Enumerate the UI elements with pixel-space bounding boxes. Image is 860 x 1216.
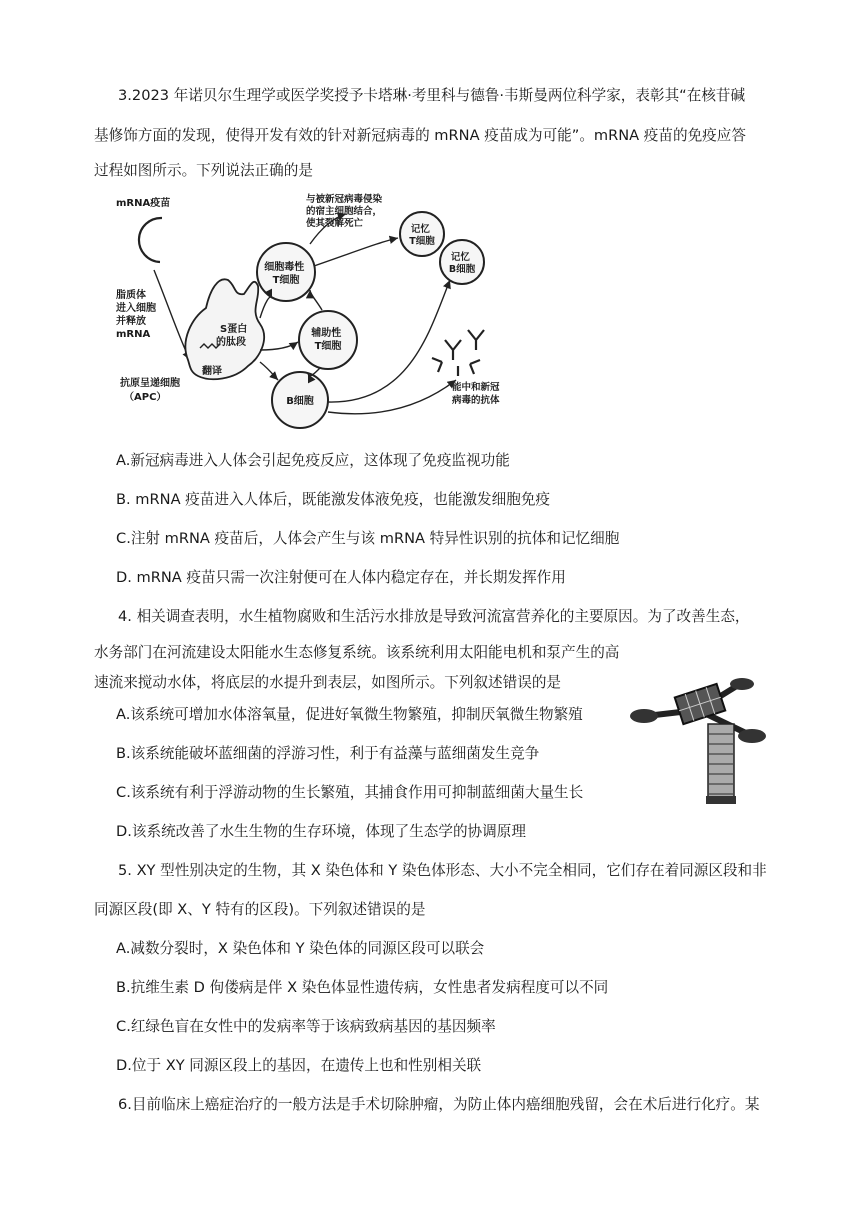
q3-option-b: B. mRNA 疫苗进入人体后，既能激发体液免疫，也能激发细胞免疫 [116, 491, 551, 508]
translate-label: 翻译 [202, 366, 222, 377]
mrna-vaccine-immune-diagram [110, 190, 570, 430]
helper-t-cell [299, 311, 357, 369]
memory-b-label-2: B细胞 [448, 264, 476, 275]
s-protein-label-2: 的肽段 [216, 337, 246, 348]
q5-stem-line1: 5. XY 型性别决定的生物，其 X 染色体和 Y 染色体形态、大小不完全相同，它们存在着同源区段和非 [118, 862, 767, 879]
liposome-label-4: mRNA [116, 329, 151, 340]
svg-text:抗原呈递细胞 （APC） [120, 376, 183, 403]
liposome-label-1: 脂质体 [116, 290, 146, 301]
memory-t-label-2: T细胞 [409, 236, 435, 247]
b-cell-label: B细胞 [286, 396, 314, 407]
q5-option-a: A.减数分裂时，X 染色体和 Y 染色体的同源区段可以联会 [116, 940, 485, 957]
q3-stem-line3: 过程如图所示。下列说法正确的是 [94, 162, 313, 179]
q4-option-a: A.该系统可增加水体溶氧量，促进好氧微生物繁殖，抑制厌氧微生物繁殖 [116, 706, 583, 723]
q5-option-b: B.抗维生素 D 佝偻病是伴 X 染色体显性遗传病，女性患者发病程度可以不同 [116, 979, 609, 996]
antibody-note-1: 能中和新冠 [452, 382, 500, 393]
q4-stem-line2: 水务部门在河流建设太阳能水生态修复系统。该系统利用太阳能电机和泵产生的高 [94, 644, 620, 661]
q5-stem-line2: 同源区段(即 X、Y 特有的区段)。下列叙述错误的是 [94, 901, 426, 918]
liposome-label-2: 进入细胞 [116, 303, 156, 314]
kill-note-3: 使其裂解死亡 [306, 218, 364, 229]
q5-option-d: D.位于 XY 同源区段上的基因，在遗传上也和性别相关联 [116, 1057, 482, 1074]
kill-note-2: 的宿主细胞结合， [306, 206, 383, 217]
liposome-label-3: 并释放 [116, 316, 146, 327]
svg-text:能中和新冠 病毒的抗体 [451, 381, 503, 406]
antibody-note-2: 病毒的抗体 [452, 395, 500, 406]
q4-stem-line3: 速流来搅动水体，将底层的水提升到表层，如图所示。下列叙述错误的是 [94, 674, 562, 691]
q5-option-c: C.红绿色盲在女性中的发病率等于该病致病基因的基因频率 [116, 1018, 496, 1035]
antibody-icon [432, 330, 484, 376]
svg-text:与被新冠病毒侵染 的宿主细胞结合， 使其裂解 [306, 193, 385, 229]
q6-stem-line1: 6.目前临床上癌症治疗的一般方法是手术切除肿瘤，为防止体内癌细胞残留，会在术后进行化疗。某 [118, 1096, 760, 1113]
q4-option-d: D.该系统改善了水生生物的生存环境，体现了生态学的协调原理 [116, 823, 526, 840]
q4-option-b: B.该系统能破坏蓝细菌的浮游习性，利于有益藻与蓝细菌发生竞争 [116, 745, 540, 762]
kill-note-1: 与被新冠病毒侵染 [306, 194, 383, 205]
cytotoxic-t-label-2: T细胞 [272, 275, 300, 286]
solar-aerator-photo [628, 676, 776, 808]
q3-stem-line2: 基修饰方面的发现，使得开发有效的针对新冠病毒的 mRNA 疫苗成为可能”。mRNA 疫苗的免疫应答 [94, 127, 746, 144]
helper-t-label-1: 辅助性 [311, 328, 342, 339]
memory-t-label-1: 记忆 [410, 224, 430, 235]
memory-b-label-1: 记忆 [450, 252, 470, 263]
mrna-vaccine-label: mRNA疫苗 [116, 198, 171, 209]
helper-t-label-2: T细胞 [314, 341, 342, 352]
q3-option-c: C.注射 mRNA 疫苗后，人体会产生与该 mRNA 特异性识别的抗体和记忆细胞 [116, 530, 620, 547]
q4-option-c: C.该系统有利于浮游动物的生长繁殖，其捕食作用可抑制蓝细菌大量生长 [116, 784, 584, 801]
q3-option-d: D. mRNA 疫苗只需一次注射便可在人体内稳定存在，并长期发挥作用 [116, 569, 566, 586]
svg-text:脂质体 进入细胞 并释放 mRNA [115, 288, 159, 340]
liposome-icon [139, 218, 162, 262]
q3-option-a: A.新冠病毒进入人体会引起免疫反应，这体现了免疫监视功能 [116, 452, 510, 469]
q3-stem-line1: 3.2023 年诺贝尔生理学或医学奖授予卡塔琳·考里科与德鲁·韦斯曼两位科学家，表彰其“在核苷碱 [118, 87, 746, 104]
cytotoxic-t-label-1: 细胞毒性 [264, 262, 305, 273]
s-protein-label-1: S蛋白 [220, 324, 248, 335]
apc-label-2: （APC） [124, 392, 167, 403]
q4-stem-line1: 4. 相关调查表明，水生植物腐败和生活污水排放是导致河流富营养化的主要原因。为了改善生态， [118, 608, 750, 625]
apc-label-1: 抗原呈递细胞 [120, 378, 180, 389]
